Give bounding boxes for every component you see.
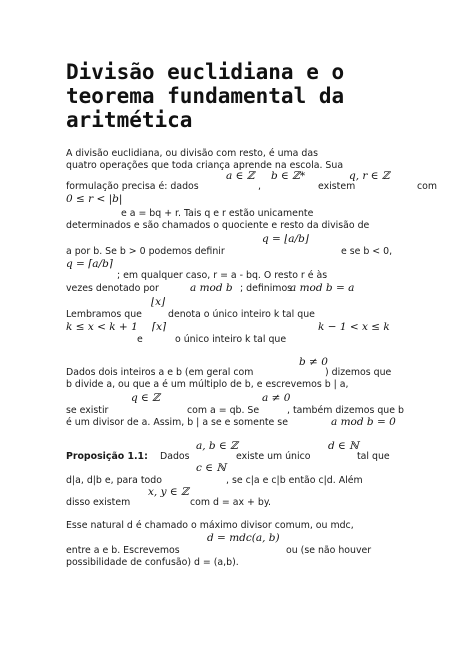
math-expression: a mod b = 0 xyxy=(331,416,396,428)
math-expression: a ≠ 0 xyxy=(262,392,291,404)
text-line: denota o único inteiro k tal que xyxy=(168,309,315,320)
text-line: vezes denotado por xyxy=(66,283,159,294)
text-line: disso existem xyxy=(66,497,131,508)
math-expression: 0 ≤ r < |b| xyxy=(66,193,123,205)
text-line: a por b. Se b > 0 podemos definir xyxy=(66,246,225,257)
text-line: formulação precisa é: dados xyxy=(66,181,199,192)
math-expression: k ≤ x < k + 1 xyxy=(66,321,138,333)
text-line: ; em qualquer caso, r = a - bq. O resto r é às xyxy=(117,270,328,281)
proposition-label: Proposição 1.1: xyxy=(66,451,148,462)
text-line: existe um único xyxy=(236,451,311,462)
text-line: , xyxy=(258,181,261,192)
math-expression: x, y ∈ ℤ xyxy=(148,486,189,498)
text-line: Dados xyxy=(160,451,190,462)
page-title: Divisão euclidiana e o teorema fundamental da aritmética xyxy=(66,60,345,132)
math-expression: ⌈x⌉ xyxy=(152,321,167,333)
text-line: ou (se não houver xyxy=(286,545,372,556)
text-line: se existir xyxy=(66,405,109,416)
text-line: e a = bq + r. Tais q e r estão unicamente xyxy=(121,208,314,219)
text-line: o único inteiro k tal que xyxy=(175,334,287,345)
text-line: ) dizemos que xyxy=(325,367,392,378)
math-expression: q ∈ ℤ xyxy=(131,392,160,404)
text-line: tal que xyxy=(357,451,390,462)
text-line: com a = qb. Se xyxy=(187,405,260,416)
text-line: existem xyxy=(318,181,356,192)
text-line: Esse natural d é chamado o máximo divisor comum, ou mdc, xyxy=(66,520,354,531)
text-line: quatro operações que toda criança aprende na escola. Sua xyxy=(66,160,344,171)
math-expression: q = ⌈a/b⌉ xyxy=(66,258,113,270)
math-expression: a, b ∈ ℤ xyxy=(196,440,238,452)
text-line: , também dizemos que b xyxy=(287,405,404,416)
math-expression: d ∈ ℕ xyxy=(328,440,359,452)
math-expression: d = mdc(a, b) xyxy=(207,532,280,544)
text-line: A divisão euclidiana, ou divisão com resto, é uma das xyxy=(66,148,318,159)
text-line: d|a, d|b e, para todo xyxy=(66,475,162,486)
math-expression: a mod b = a xyxy=(290,282,355,294)
text-line: e se b < 0, xyxy=(341,246,393,257)
text-line: , se c|a e c|b então c|d. Além xyxy=(226,475,363,486)
math-expression: c ∈ ℕ xyxy=(196,462,226,474)
text-line: entre a e b. Escrevemos xyxy=(66,545,180,556)
math-expression: k − 1 < x ≤ k xyxy=(318,321,390,333)
text-line: com d = ax + by. xyxy=(190,497,272,508)
text-line: Dados dois inteiros a e b (em geral com xyxy=(66,367,254,378)
text-line: b divide a, ou que a é um múltiplo de b, e escrevemos b | a, xyxy=(66,379,349,390)
text-line: ; definimos xyxy=(240,283,293,294)
math-expression: a ∈ ℤ xyxy=(226,170,255,182)
text-line: possibilidade de confusão) d = (a,b). xyxy=(66,557,239,568)
text-line: determinados e são chamados o quociente e resto da divisão de xyxy=(66,220,370,231)
text-line: Lembramos que xyxy=(66,309,142,320)
math-expression: a mod b xyxy=(190,282,233,294)
math-expression: b ∈ ℤ* xyxy=(271,170,306,182)
text-line: é um divisor de a. Assim, b | a se e somente se xyxy=(66,417,288,428)
math-expression: b ≠ 0 xyxy=(299,356,328,368)
text-line xyxy=(66,451,148,463)
text-line: e xyxy=(137,334,143,345)
math-expression: q = ⌊a/b⌋ xyxy=(262,233,309,245)
math-expression: q, r ∈ ℤ xyxy=(349,170,390,182)
math-expression: ⌊x⌋ xyxy=(151,296,166,308)
text-line: com xyxy=(417,181,438,192)
